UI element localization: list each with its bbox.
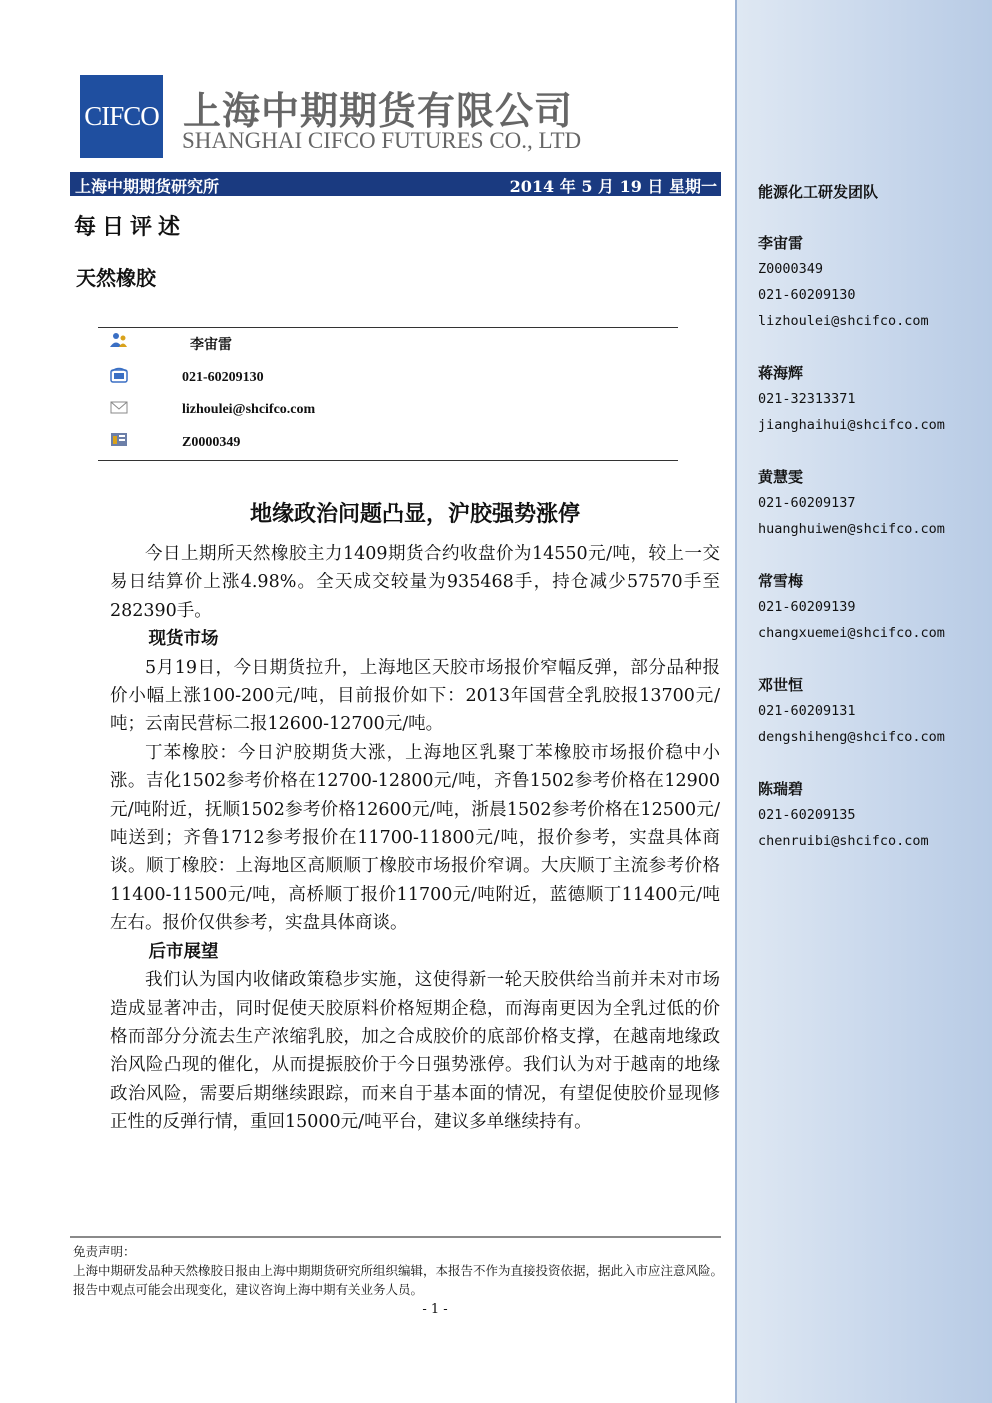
phone-icon — [110, 367, 128, 383]
company-name-cn: 上海中期期货有限公司 — [183, 89, 574, 133]
team-member — [758, 672, 945, 750]
contact-name: 李宙雷 — [190, 338, 232, 353]
member-email[interactable]: lizhoulei@shcifco.com — [758, 313, 929, 329]
product-title: 天然橡胶 — [76, 266, 156, 290]
member-name: 邓世恒 — [758, 676, 804, 694]
heading-outlook: 后市展望 — [148, 941, 219, 962]
header-bar — [70, 172, 721, 196]
team-member — [758, 230, 929, 334]
member-name: 常雪梅 — [758, 572, 804, 590]
disclaimer — [73, 1242, 723, 1299]
member-email[interactable]: jianghaihui@shcifco.com — [758, 417, 945, 433]
paragraph-outlook: 我们认为国内收储政策稳步实施，这使得新一轮天胶供给当前并未对市场造成显著冲击，同时促使天胶原料价格短期企稳，而海南更因为全乳过低的价格而部分分流去生产浓缩乳胶，加之合成胶价的底部价格支撑，在越南地缘政治风险凸现的催化，从而提振胶价于今日强势涨停。我们认为对于越南的地缘政治风险，需要后期继续跟踪，而来自于基本面的情况，有望促使胶价显现修正性的反弹行情，重回15000元/吨平台，建议多单继续持有。 — [110, 970, 720, 1133]
member-email[interactable]: huanghuiwen@shcifco.com — [758, 521, 945, 537]
institute-name: 上海中期期货研究所 — [75, 177, 220, 196]
company-logo — [80, 75, 163, 158]
member-phone: 021-60209137 — [758, 495, 856, 511]
member-name: 蒋海辉 — [758, 364, 804, 382]
article-body — [110, 540, 720, 1137]
contact-phone: 021-60209130 — [182, 370, 264, 385]
team-member — [758, 776, 929, 854]
member-phone: 021-32313371 — [758, 391, 856, 407]
contact-top-rule — [98, 327, 678, 328]
member-phone: 021-60209131 — [758, 703, 856, 719]
certificate-icon — [110, 431, 128, 447]
page-number: - 1 - — [422, 1302, 448, 1317]
heading-spot-market: 现货市场 — [148, 629, 219, 650]
person-icon — [110, 332, 128, 348]
team-member — [758, 464, 945, 542]
member-email[interactable]: dengshiheng@shcifco.com — [758, 729, 945, 745]
contact-email[interactable]: lizhoulei@shcifco.com — [182, 402, 316, 417]
paragraph-synthetic-rubber: 丁苯橡胶：今日沪胶期货大涨，上海地区乳聚丁苯橡胶市场报价稳中小涨。吉化1502参考价格在12700-12800元/吨，齐鲁1502参考价格在12900元/吨附近，抚顺1502参考价格12600元/吨，浙晨1502参考价格在12500元/吨送到；齐鲁1712参考报价在11700-11800元/吨，报价参考，实盘具体商谈。顺丁橡胶：上海地区高顺顺丁橡胶市场报价窄调。大庆顺丁主流参考价格11400-11500元/吨，高桥顺丁报价11700元/吨附近，蓝德顺丁11400元/吨左右。报价仅供参考，实盘具体商谈。 — [110, 742, 720, 934]
article-title: 地缘政治问题凸显，沪胶强势涨停 — [249, 501, 580, 527]
contact-license: Z0000349 — [182, 435, 241, 450]
report-date: 2014 年 5 月 19 日 星期一 — [509, 177, 717, 196]
team-member — [758, 360, 945, 438]
team-title: 能源化工研发团队 — [758, 183, 879, 201]
member-email[interactable]: chenruibi@shcifco.com — [758, 833, 929, 849]
member-name: 李宙雷 — [758, 234, 804, 252]
member-email[interactable]: changxuemei@shcifco.com — [758, 625, 945, 641]
team-member — [758, 568, 945, 646]
disclaimer-text: 上海中期研发品种天然橡胶日报由上海中期期货研究所组织编辑，本报告不作为直接投资依据，据此入市应注意风险。报告中观点可能会出现变化，建议咨询上海中期有关业务人员。 — [73, 1263, 724, 1297]
member-phone: 021-60209135 — [758, 807, 856, 823]
logo-text: CIFCO — [84, 101, 159, 131]
paragraph-spot: 5月19日，今日期货拉升，上海地区天胶市场报价窄幅反弹，部分品种报价小幅上涨100-200元/吨，目前报价如下：2013年国营全乳胶报13700元/吨；云南民营标二报12600-12700元/吨。 — [110, 657, 720, 735]
member-license: Z0000349 — [758, 261, 824, 277]
section-title: 每日评述 — [74, 214, 187, 240]
email-icon — [110, 399, 128, 415]
member-phone: 021-60209130 — [758, 287, 856, 303]
company-name-en: SHANGHAI CIFCO FUTURES CO., LTD — [182, 128, 582, 153]
member-name: 黄慧雯 — [758, 468, 804, 486]
contact-bottom-rule — [98, 460, 678, 461]
disclaimer-label: 免责声明： — [73, 1244, 136, 1259]
member-phone: 021-60209139 — [758, 599, 856, 615]
footer-rule — [70, 1236, 721, 1238]
member-name: 陈瑞碧 — [758, 780, 804, 798]
paragraph-summary: 今日上期所天然橡胶主力1409期货合约收盘价为14550元/吨，较上一交易日结算价上涨4.98%。全天成交较量为935468手，持仓减少57570手至282390手。 — [110, 544, 720, 621]
